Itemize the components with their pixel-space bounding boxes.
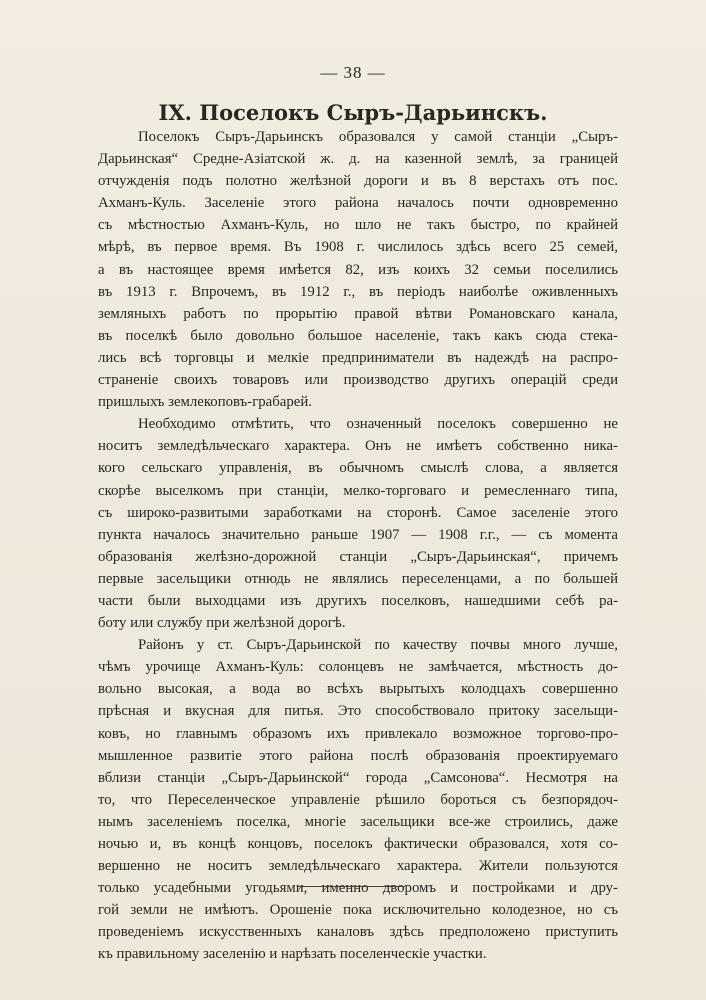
text-line: Районъ у ст. Сыръ-Дарьинской по качеству почвы много лучше,: [138, 637, 618, 654]
body-text: [98, 126, 618, 966]
text-line: чѣмъ урочище Ахманъ-Куль: солонцевъ не замѣчается, мѣстность до-: [98, 659, 618, 676]
text-line: первые засельщики отнюдь не являлись переселенцами, а по большей: [98, 570, 618, 587]
text-line: пункта началось значительно раньше 1907 — 1908 г.г., — съ момента: [98, 526, 618, 543]
paragraph-1: [98, 126, 618, 413]
text-line: съ мѣстностью Ахманъ-Куль, но шло не такъ быстро, по крайней: [98, 217, 618, 234]
chapter-heading: IX. Поселокъ Сыръ-Дарьинскъ.: [158, 100, 548, 125]
text-line: въ поселкѣ было довольно большое населеніе, такъ какъ сюда стека-: [98, 327, 618, 344]
text-line: гой земли не имѣютъ. Орошеніе пока исключительно колодезное, но съ: [98, 902, 618, 919]
text-line: страненіе своихъ товаровъ или производство другихъ операцій среди: [98, 372, 618, 389]
paragraph-3: [98, 634, 618, 965]
text-line: боту или службу при желѣзной дорогѣ.: [98, 615, 346, 632]
text-line: носитъ земледѣльческаго характера. Онъ не имѣетъ собственно ника-: [98, 438, 618, 455]
text-line: мѣрѣ, въ первое время. Въ 1908 г. числилось здѣсь всего 25 семей,: [98, 239, 618, 256]
text-line: Поселокъ Сыръ-Дарьинскъ образовался у самой станціи „Сыръ-: [138, 129, 618, 145]
paragraph-2: [98, 413, 618, 634]
text-line: вершенно не носитъ земледѣльческаго характера. Жители пользуются: [98, 858, 618, 875]
text-line: прѣсная и вкусная для питья. Это способствовало притоку засельщи-: [98, 703, 618, 720]
text-line: вблизи станціи „Сыръ-Дарьинской“ города „Самсонова“. Несмотря на: [98, 769, 618, 786]
text-line: части были выходцами изъ другихъ поселковъ, нашедшими себѣ ра-: [98, 592, 618, 609]
text-line: то, что Переселенческое управленіе рѣшило бороться съ безпорядоч-: [98, 791, 618, 808]
text-line: нымъ заселеніемъ поселка, многіе засельщики все-же строились, даже: [98, 813, 618, 830]
text-line: проведеніемъ искусственныхъ каналовъ здѣсь предположено приступить: [98, 924, 618, 941]
text-line: отчужденія подъ полотно желѣзной дороги и въ 8 верстахъ отъ пос.: [98, 173, 618, 190]
text-line: вольно высокая, а вода во всѣхъ вырытыхъ колодцахъ совершенно: [98, 681, 618, 698]
text-line: мышленное развитіе этого района послѣ образованія проектируемаго: [98, 747, 618, 764]
text-line: съ широко-развитыми заработками на сторонѣ. Самое заселеніе этого: [98, 504, 618, 521]
text-line: Ахманъ-Куль. Заселеніе этого района началось почти одновременно: [98, 195, 618, 212]
text-line: кого сельскаго управленія, въ обычномъ смыслѣ слова, а является: [98, 460, 618, 477]
text-line: къ правильному заселенію и нарѣзать поселенческіе участки.: [98, 946, 487, 963]
closing-rule: [297, 886, 405, 887]
text-line: пришлыхъ землекоповъ-грабарей.: [98, 394, 312, 411]
text-line: ночью и, въ концѣ концовъ, поселокъ фактически образовался, хотя со-: [98, 836, 618, 852]
text-line: ковъ, но главнымъ образомъ ихъ привлекало возможное торгово-про-: [98, 725, 618, 742]
text-line: образованія желѣзно-дорожной станціи „Сыръ-Дарьинская“, причемъ: [98, 548, 618, 565]
text-line: а въ настоящее время имѣется 82, изъ коихъ 32 семьи поселились: [98, 261, 618, 278]
text-line: земляныхъ работъ по прорытію правой вѣтви Романовскаго канала,: [98, 305, 618, 322]
text-line: Дарьинская“ Средне-Азіатской ж. д. на казенной землѣ, за границей: [98, 151, 618, 168]
page-number: — 38 —: [320, 63, 386, 82]
text-line: лись всѣ торговцы и мелкіе предприниматели въ надеждѣ на распро-: [98, 349, 618, 366]
text-line: въ 1913 г. Впрочемъ, въ 1912 г., въ періодъ наиболѣе оживленныхъ: [98, 283, 618, 300]
text-line: Необходимо отмѣтить, что означенный поселокъ совершенно не: [138, 416, 618, 433]
text-line: скорѣе выселкомъ при станціи, мелко-торговаго и ремесленнаго типа,: [98, 482, 618, 499]
text-line: только усадебными угодьями, именно дворомъ и постройками и дру-: [98, 880, 618, 897]
